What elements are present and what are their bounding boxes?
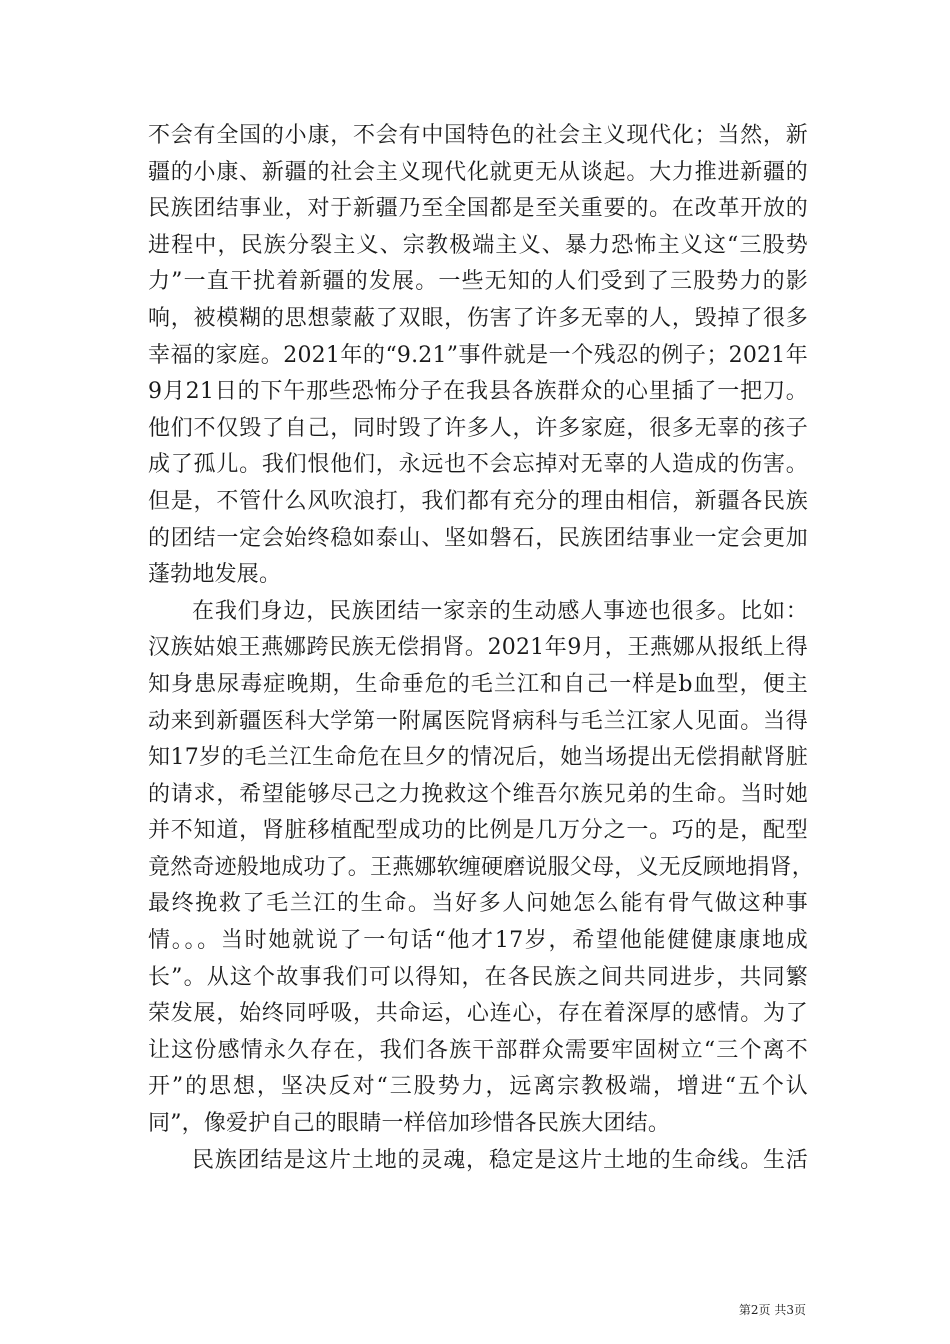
text-line: 开”的思想，坚决反对“三股势力，远离宗教极端，增进“五个认 [148, 1074, 808, 1100]
document-body [148, 118, 815, 1179]
text-line: 响，被模糊的思想蒙蔽了双眼，伤害了许多无辜的人，毁掉了很多 [148, 305, 808, 331]
text-line: 成了孤儿。我们恨他们，永远也不会忘掉对无辜的人造成的伤害。 [148, 452, 808, 478]
text-line: 他们不仅毁了自己，同时毁了许多人，许多家庭，很多无辜的孩子 [148, 415, 808, 441]
text-line: 幸福的家庭。2021年的“9.21”事件就是一个残忍的例子；2021年 [148, 342, 808, 368]
paragraph-3 [148, 1143, 808, 1180]
text-line: 让这份感情永久存在，我们各族干部群众需要牢固树立“三个离不 [148, 1037, 808, 1063]
text-line: 动来到新疆医科大学第一附属医院肾病科与毛兰江家人见面。当得 [148, 708, 808, 734]
paragraph-2 [148, 594, 815, 1143]
text-line: 力”一直干扰着新疆的发展。一些无知的人们受到了三股势力的影 [148, 269, 808, 295]
text-line: 蓬勃地发展。 [148, 562, 282, 588]
text-line: 长”。从这个故事我们可以得知，在各民族之间共同进步，共同繁 [148, 964, 808, 990]
text-line: 在我们身边，民族团结一家亲的生动感人事迹也很多。比如： [192, 598, 808, 624]
text-line: 进程中，民族分裂主义、宗教极端主义、暴力恐怖主义这“三股势 [148, 232, 808, 258]
text-line: 汉族姑娘王燕娜跨民族无偿捐肾。2021年9月，王燕娜从报纸上得 [148, 635, 808, 661]
text-line: 最终挽救了毛兰江的生命。当好多人问她怎么能有骨气做这种事 [148, 891, 808, 917]
text-line: 荣发展，始终同呼吸，共命运，心连心，存在着深厚的感情。为了 [148, 1001, 808, 1027]
text-line: 但是，不管什么风吹浪打，我们都有充分的理由相信，新疆各民族 [148, 488, 808, 514]
text-line: 疆的小康、新疆的社会主义现代化就更无从谈起。大力推进新疆的 [148, 159, 808, 185]
text-line: 9月21日的下午那些恐怖分子在我县各族群众的心里插了一把刀。 [148, 379, 808, 405]
text-line: 竟然奇迹般地成功了。王燕娜软缠硬磨说服父母，义无反顾地捐肾， [148, 854, 815, 880]
paragraph-1 [148, 118, 808, 594]
text-line: 的团结一定会始终稳如泰山、坚如磐石，民族团结事业一定会更加 [148, 525, 808, 551]
text-line: 的请求，希望能够尽己之力挽救这个维吾尔族兄弟的生命。当时她 [148, 781, 808, 807]
text-line: 不会有全国的小康，不会有中国特色的社会主义现代化；当然，新 [148, 123, 808, 148]
text-line: 民族团结事业，对于新疆乃至全国都是至关重要的。在改革开放的 [148, 196, 808, 222]
page-indicator: 第2页 共3页 [738, 1303, 806, 1317]
text-line: 情。。。当时她就说了一句话“他才17岁，希望他能健健康康地成 [148, 928, 808, 954]
text-line: 民族团结是这片土地的灵魂，稳定是这片土地的生命线。生活 [192, 1147, 808, 1173]
text-line: 知17岁的毛兰江生命危在旦夕的情况后，她当场提出无偿捐献肾脏 [148, 745, 808, 771]
page-footer [0, 1302, 806, 1318]
text-line: 并不知道，肾脏移植配型成功的比例是几万分之一。巧的是，配型 [148, 818, 808, 844]
text-line: 知身患尿毒症晚期，生命垂危的毛兰江和自己一样是b血型，便主 [148, 671, 808, 697]
text-line: 同”，像爱护自己的眼睛一样倍加珍惜各民族大团结。 [148, 1111, 671, 1137]
